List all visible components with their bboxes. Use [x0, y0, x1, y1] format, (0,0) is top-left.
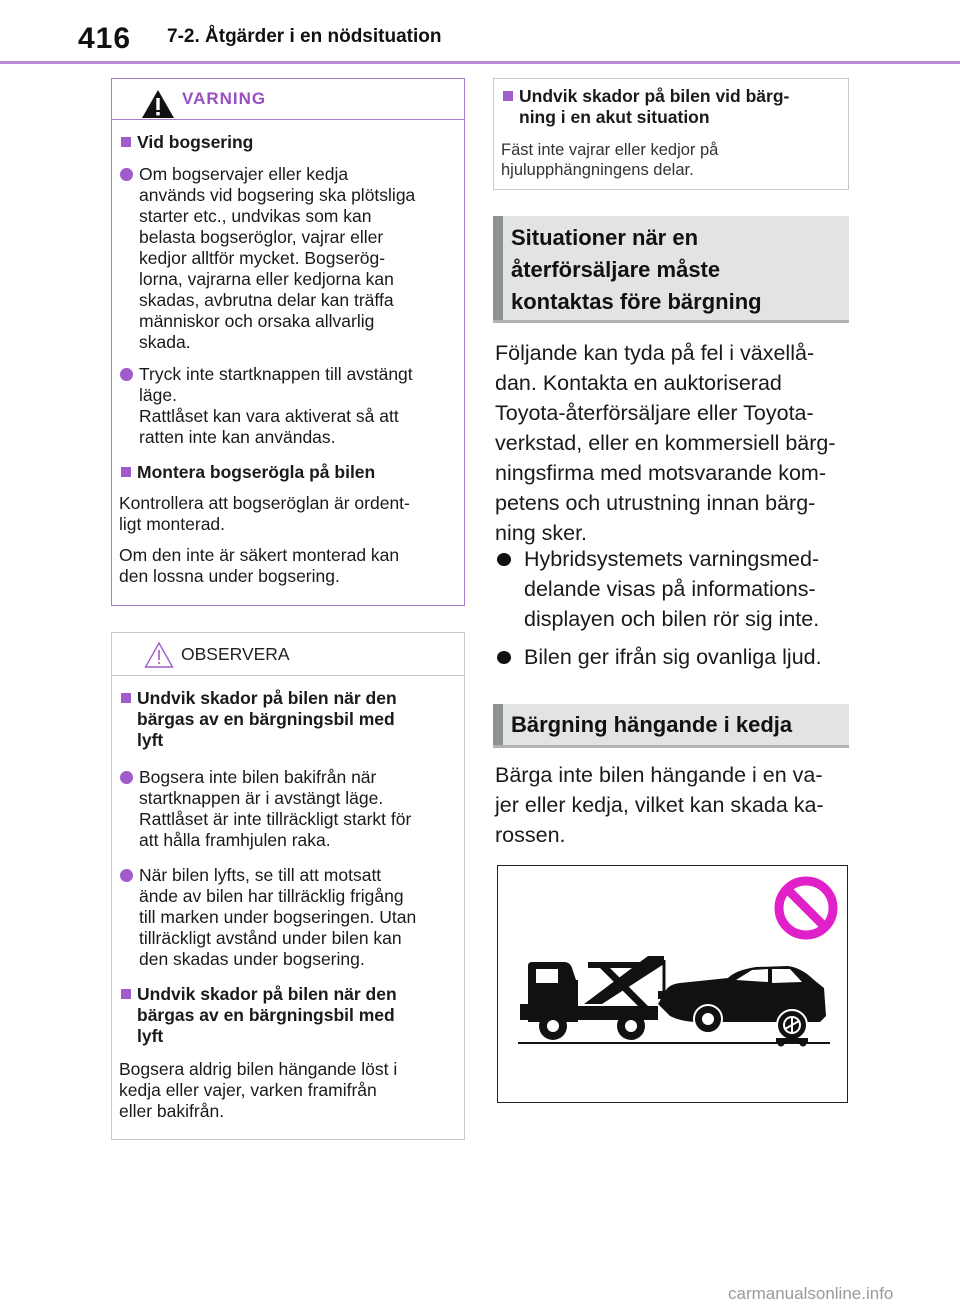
symptom-bullet-1	[495, 544, 819, 634]
warning-box	[111, 78, 465, 606]
heading-chain-towing	[493, 704, 849, 748]
warning-paragraph-1: Kontrollera att bogseröglan är ordent- ligt monterad.	[119, 493, 410, 534]
notice-bullet-2	[119, 865, 448, 970]
notice-bullet-2-text: När bilen lyfts, se till att motsatt ände av bilen har tillräcklig frigång till marken under bogseringen. Utan tillräckligt avstånd under bilen kan den skadas under bogsering.	[139, 865, 417, 969]
notice-sub2-text: Undvik skador på bilen när den bärgas av en bärgningsbil med lyft	[137, 984, 397, 1046]
section-title: 7-2. Åtgärder i en nödsituation	[167, 26, 442, 47]
warning-bullet-1-text: Om bogservajer eller kedja används vid bogsering ska plötsliga starter etc., undvikas som kan belasta bogseröglor, vajrar eller kedjor alltför mycket. Bogserög- lorna, vajrarna eller kedjorna kan skadas, avbrutna delar kan träffa människor och orsaka allvarlig skada.	[139, 164, 416, 352]
warning-subheading-towing	[119, 132, 448, 153]
heading-dealer-contact	[493, 216, 849, 323]
emergency-paragraph: Fäst inte vajrar eller kedjor på hjulupphängningens delar.	[501, 141, 719, 179]
round-bullet-icon	[497, 553, 511, 566]
symptom-bullet-2	[495, 642, 822, 672]
symptom-bullet-1-text: Hybridsystemets varningsmed- delande visas på informations- displayen och bilen rör sig inte.	[524, 547, 820, 631]
notice-header	[112, 633, 464, 676]
caution-triangle-icon	[144, 641, 174, 669]
notice-bullet-1	[119, 767, 448, 851]
body-paragraph-transmission: Följande kan tyda på fel i växellå- dan. Kontakta en auktoriserad Toyota-återförsäljare eller Toyota- verkstad, eller en kommersiell bärg- ningsfirma med motsvarande kom- petens och utrustning innan bärg- ning sker.	[495, 341, 836, 545]
square-bullet-icon	[121, 137, 131, 147]
watermark: carmanualsonline.info	[728, 1284, 894, 1303]
square-bullet-icon	[121, 467, 131, 477]
warning-label: VARNING	[182, 89, 267, 108]
page-header	[0, 0, 960, 64]
warning-sub1-text: Vid bogsering	[137, 132, 254, 152]
emergency-towing-box	[493, 78, 849, 190]
emergency-subheading	[501, 86, 832, 128]
body-paragraph-chain: Bärga inte bilen hängande i en va- jer eller kedja, vilket kan skada ka- rossen.	[495, 763, 824, 847]
warning-bullet-1	[119, 164, 448, 353]
notice-bullet-1-text: Bogsera inte bilen bakifrån när startknappen är i avstängt läge. Rattlåset är inte tillräckligt starkt för att hålla framhjulen raka.	[139, 767, 412, 850]
emergency-sub-text: Undvik skador på bilen vid bärg- ning i en akut situation	[519, 86, 790, 127]
tow-truck-illustration	[497, 865, 848, 1103]
symptom-bullet-2-text: Bilen ger ifrån sig ovanliga ljud.	[524, 645, 822, 669]
notice-sub1-text: Undvik skador på bilen när den bärgas av en bärgningsbil med lyft	[137, 688, 397, 750]
warning-subheading-eye	[119, 462, 448, 483]
heading-dealer-contact-text: Situationer när en återförsäljare måste kontaktas före bärgning	[511, 225, 762, 314]
page-number: 416	[78, 22, 132, 55]
round-bullet-icon	[120, 168, 133, 181]
heading-bar	[493, 216, 503, 320]
square-bullet-icon	[121, 989, 131, 999]
warning-triangle-icon	[141, 89, 175, 119]
notice-subheading-2	[119, 984, 448, 1047]
heading-chain-towing-text: Bärgning hängande i kedja	[511, 712, 793, 737]
square-bullet-icon	[503, 91, 513, 101]
square-bullet-icon	[121, 693, 131, 703]
warning-header	[112, 79, 464, 120]
round-bullet-icon	[120, 869, 133, 882]
tow-truck-prohibited-icon	[498, 866, 846, 1101]
round-bullet-icon	[497, 651, 511, 664]
round-bullet-icon	[120, 771, 133, 784]
warning-bullet-2-text: Tryck inte startknappen till avstängt läge. Rattlåset kan vara aktiverat så att ratten inte kan användas.	[139, 364, 413, 447]
warning-bullet-2	[119, 364, 448, 448]
warning-paragraph-2: Om den inte är säkert monterad kan den lossna under bogsering.	[119, 545, 400, 586]
notice-subheading-1	[119, 688, 448, 751]
notice-box	[111, 632, 465, 1140]
header-rule	[0, 61, 960, 64]
heading-bar	[493, 704, 503, 745]
notice-paragraph: Bogsera aldrig bilen hängande löst i kedja eller vajer, varken framifrån eller bakifrån.	[119, 1059, 398, 1121]
warning-sub2-text: Montera bogserögla på bilen	[137, 462, 376, 482]
notice-label: OBSERVERA	[181, 644, 290, 664]
round-bullet-icon	[120, 368, 133, 381]
